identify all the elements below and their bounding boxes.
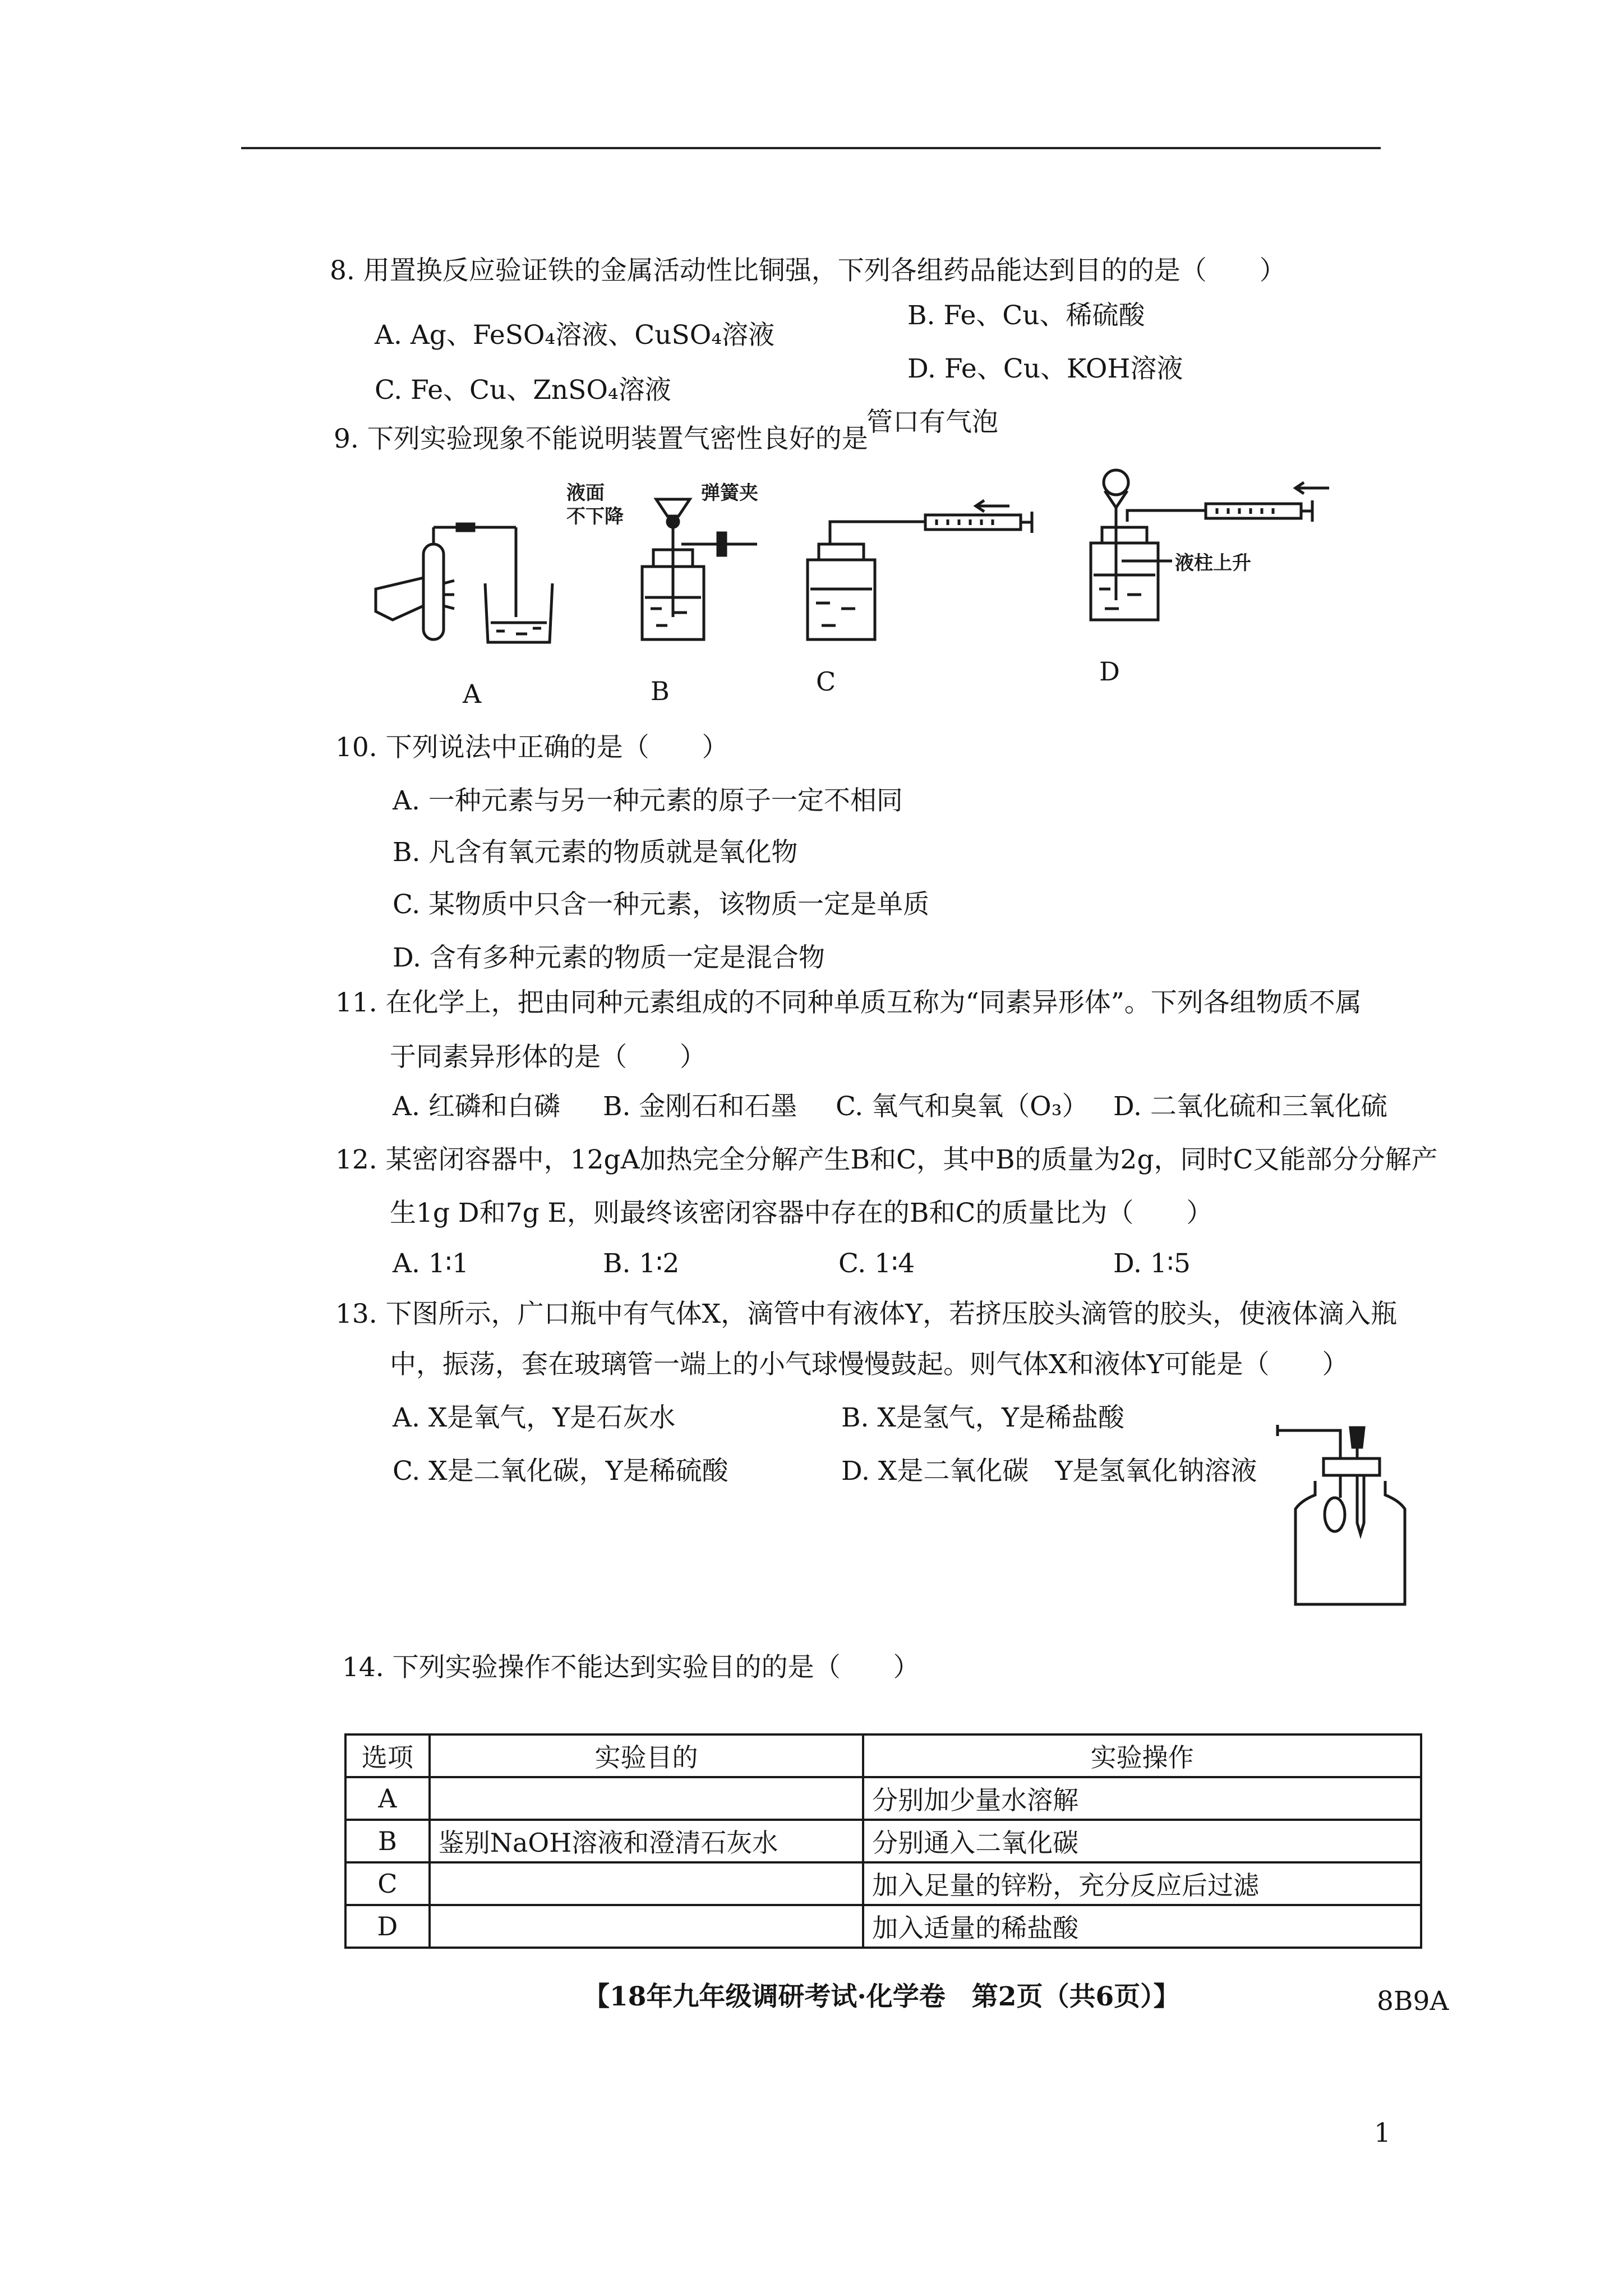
q11-option-b: B. 金刚石和石墨 xyxy=(603,1091,797,1122)
q9-stem: 9. 下列实验现象不能说明装置气密性良好的是 xyxy=(334,424,868,454)
row-aim: 鉴别NaOH溶液和澄清石灰水 xyxy=(430,1820,863,1862)
q12-stem-line-2: 生1g D和7g E，则最终该密闭容器中存在的B和C的质量比为（ ） xyxy=(390,1198,1213,1228)
row-aim xyxy=(430,1862,863,1905)
apparatus-b-label-not-drop: 不下降 xyxy=(566,505,624,528)
q13-option-a: A. X是氧气，Y是石灰水 xyxy=(393,1402,676,1433)
apparatus-d-label: 液柱上升 xyxy=(1175,552,1251,574)
table-header-aim: 实验目的 xyxy=(430,1734,863,1777)
q12-stem-line-1: 12. 某密闭容器中，12gA加热完全分解产生B和C，其中B的质量为2g，同时C又能部分分解产 xyxy=(335,1144,1438,1175)
table-row xyxy=(345,1862,1421,1905)
row-aim xyxy=(430,1905,863,1948)
q13-option-d: D. X是二氧化碳 Y是氢氧化钠溶液 xyxy=(841,1456,1257,1487)
q10-stem: 10. 下列说法中正确的是（ ） xyxy=(335,732,728,763)
q12-option-c: C. 1∶4 xyxy=(838,1248,915,1279)
row-option: C xyxy=(345,1862,430,1905)
row-operation: 分别通入二氧化碳 xyxy=(863,1820,1421,1862)
q10-option-d: D. 含有多种元素的物质一定是混合物 xyxy=(393,942,825,973)
q13-option-c: C. X是二氧化碳，Y是稀硫酸 xyxy=(393,1456,728,1487)
table-row xyxy=(345,1820,1421,1862)
figure-label-a: A xyxy=(463,679,482,709)
q11-stem-line-1: 11. 在化学上，把由同种元素组成的不同种单质互称为“同素异形体”。下列各组物质不属 xyxy=(335,987,1362,1018)
q14-stem: 14. 下列实验操作不能达到实验目的的是（ ） xyxy=(342,1652,920,1683)
apparatus-b-label-clamp: 弹簧夹 xyxy=(701,482,758,504)
q9-note: 管口有气泡 xyxy=(866,407,998,438)
page-number: 1 xyxy=(1374,2118,1391,2148)
apparatus-b-label-liquid: 液面 xyxy=(566,482,605,504)
q11-option-d: D. 二氧化硫和三氧化硫 xyxy=(1113,1091,1387,1122)
paper-code: 8B9A xyxy=(1377,1986,1449,2017)
q10-option-c: C. 某物质中只含一种元素，该物质一定是单质 xyxy=(393,889,930,920)
row-option: A xyxy=(345,1777,430,1820)
q11-option-c: C. 氧气和臭氧（O₃） xyxy=(836,1091,1089,1122)
table-row xyxy=(345,1777,1421,1820)
q13-stem-line-1: 13. 下图所示，广口瓶中有气体X，滴管中有液体Y，若挤压胶头滴管的胶头，使液体滴入瓶 xyxy=(335,1299,1398,1329)
q13-stem-line-2: 中，振荡，套在玻璃管一端上的小气球慢慢鼓起。则气体X和液体Y可能是（ ） xyxy=(390,1349,1349,1380)
row-operation: 加入足量的锌粉，充分反应后过滤 xyxy=(863,1862,1421,1905)
q8-stem: 8. 用置换反应验证铁的金属活动性比铜强，下列各组药品能达到目的的是（ ） xyxy=(330,255,1286,286)
row-operation: 加入适量的稀盐酸 xyxy=(863,1905,1421,1948)
row-option: B xyxy=(345,1820,430,1862)
q8-option-a: A. Ag、FeSO₄溶液、CuSO₄溶液 xyxy=(375,320,775,351)
q12-option-a: A. 1∶1 xyxy=(393,1248,469,1279)
q10-option-a: A. 一种元素与另一种元素的原子一定不相同 xyxy=(393,785,903,816)
q14-table xyxy=(344,1733,1422,1949)
row-option: D xyxy=(345,1905,430,1948)
q10-option-b: B. 凡含有氧元素的物质就是氧化物 xyxy=(393,837,798,868)
q8-option-b: B. Fe、Cu、稀硫酸 xyxy=(907,300,1145,331)
q8-option-d: D. Fe、Cu、KOH溶液 xyxy=(907,353,1183,384)
apparatus-d-diagram xyxy=(1082,466,1396,634)
wide-mouth-bottle-diagram xyxy=(1273,1425,1419,1616)
q12-option-b: B. 1∶2 xyxy=(603,1248,680,1279)
figure-label-c: C xyxy=(816,666,836,697)
q8-option-c: C. Fe、Cu、ZnSO₄溶液 xyxy=(375,375,671,406)
figure-label-d: D xyxy=(1099,656,1120,687)
table-header-row xyxy=(345,1734,1421,1777)
table-header-option: 选项 xyxy=(345,1734,430,1777)
table-row xyxy=(345,1905,1421,1948)
page-footer: 【18年九年级调研考试·化学卷 第2页（共6页）】 xyxy=(583,1981,1180,2012)
apparatus-a-diagram xyxy=(370,522,583,668)
table-header-operation: 实验操作 xyxy=(863,1734,1421,1777)
row-operation: 分别加少量水溶解 xyxy=(863,1777,1421,1820)
q11-option-a: A. 红磷和白磷 xyxy=(393,1091,560,1122)
q11-stem-line-2: 于同素异形体的是（ ） xyxy=(390,1042,706,1073)
figure-label-b: B xyxy=(651,676,670,706)
apparatus-b-diagram xyxy=(566,482,768,651)
apparatus-c-diagram xyxy=(785,499,1054,645)
top-rule xyxy=(241,147,1381,149)
q12-option-d: D. 1∶5 xyxy=(1113,1248,1191,1279)
row-aim xyxy=(430,1777,863,1820)
q13-option-b: B. X是氢气，Y是稀盐酸 xyxy=(841,1402,1124,1433)
